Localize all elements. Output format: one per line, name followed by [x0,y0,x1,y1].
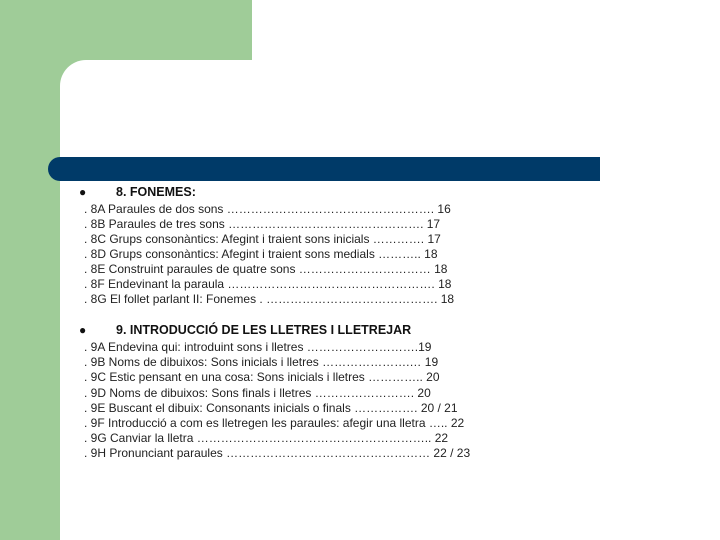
toc-entry-8a: . 8A Paraules de dos sons ……………………………………………. 16 [84,202,451,216]
toc-entry-8b: . 8B Paraules de tres sons …………………………………………. 17 [84,217,441,231]
bullet-icon: ● [79,185,87,199]
toc-entry-9c: . 9C Estic pensant en una cosa: Sons inicials i lletres ………….. 20 [84,370,440,385]
bullet-icon: ● [79,323,87,337]
heading-text: 8. FONEMES: [116,185,196,199]
toc-entry-8f: . 8F Endevinant la paraula ……………………………………………. 18 [84,277,452,291]
section-fonemes [79,183,704,307]
toc-entry-9d: . 9D Noms de dibuixos: Sons finals i lletres ……………………. 20 [84,385,431,400]
toc-entry-8g: . 8G El follet parlant II: Fonemes . ……………………………………. 18 [84,292,455,306]
section-lletres [79,321,704,462]
section-heading [79,183,704,202]
section-heading [79,321,704,340]
toc-entry-9g: . 9G Canviar la lletra ………………………………………………….. 22 [84,431,449,446]
toc-entry-8e: . 8E Construint paraules de quatre sons …………………………… 18 [84,262,448,276]
toc-entry-9b: . 9B Noms de dibuixos: Sons inicials i lletres ………………….… 19 [84,355,439,370]
toc-entry-9e: . 9E Buscant el dibuix: Consonants inicials o finals ……………. 20 / 21 [84,400,458,415]
toc-entry-9a: . 9A Endevina qui: introduint sons i lletres ……………………….19 [84,340,432,354]
toc-entry-9f: . 9F Introducció a com es lletregen les paraules: afegir una lletra ….. 22 [84,415,465,430]
toc-entry-8c: . 8C Grups consonàntics: Afegint i traient sons inicials …………. 17 [84,232,441,246]
title-bar [60,157,600,181]
heading-text: 9. INTRODUCCIÓ DE LES LLETRES I LLETREJAR [116,323,412,337]
toc-entry-9h: . 9H Pronunciant paraules …………………………………………… 22 / 23 [84,446,471,461]
toc-entry-8d: . 8D Grups consonàntics: Afegint i traient sons medials ……….. 18 [84,247,438,261]
